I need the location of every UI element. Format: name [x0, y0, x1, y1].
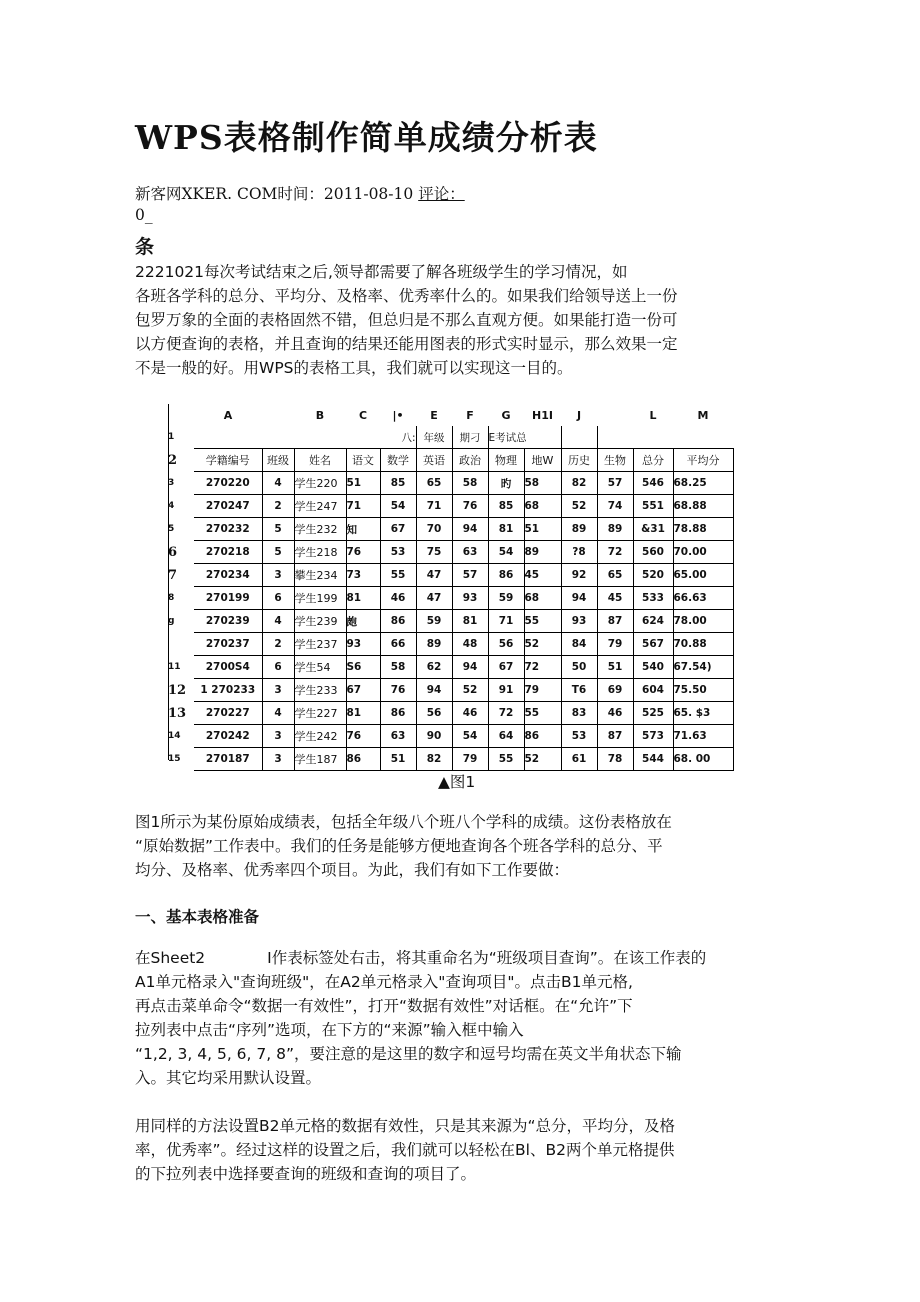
table-cell: 学生239	[294, 610, 346, 633]
table-cell: 48	[452, 633, 488, 656]
column-header: 语文	[346, 449, 380, 472]
paragraph-1	[135, 810, 745, 882]
table-cell: 3	[262, 748, 294, 771]
table-cell: 93	[452, 587, 488, 610]
column-header: 历史	[561, 449, 597, 472]
cell	[561, 426, 597, 449]
column-header: 学籍编号	[194, 449, 262, 472]
table-cell: 83	[561, 702, 597, 725]
row-number: 13	[168, 705, 187, 721]
table-cell: 学生199	[294, 587, 346, 610]
table-cell: 76	[452, 495, 488, 518]
column-letter: A	[223, 408, 233, 422]
table-cell: 5	[262, 541, 294, 564]
column-letter: B	[315, 408, 325, 422]
table-cell: 52	[561, 495, 597, 518]
table-cell: 54	[380, 495, 416, 518]
table-row	[168, 610, 733, 633]
table-cell: 4	[262, 610, 294, 633]
table-cell: 学生242	[294, 725, 346, 748]
table-cell: 50	[561, 656, 597, 679]
table-cell: 4	[262, 472, 294, 495]
row-number: 6	[168, 544, 178, 560]
table-cell: 71.63	[673, 725, 733, 748]
table-row	[168, 633, 733, 656]
intro-line: 以方便查询的表格，并且查询的结果还能用图表的形式实时显示，那么效果一定	[135, 335, 678, 353]
table-cell: 544	[633, 748, 673, 771]
column-header: 数学	[380, 449, 416, 472]
cell	[633, 426, 673, 449]
row-number	[168, 404, 194, 426]
table-cell: 86	[524, 725, 561, 748]
table-cell: 56	[416, 702, 452, 725]
table-cell: 67	[346, 679, 380, 702]
intro-line: 包罗万象的全面的表格固然不错，但总归是不那么直观方便。如果能打造一份可	[135, 311, 678, 329]
column-letter	[262, 404, 294, 426]
column-letter: H1I	[532, 408, 553, 422]
table-cell: 53	[561, 725, 597, 748]
intro-line: 各班各学科的总分、平均分、及格率、优秀率什么的。如果我们给领导送上一份	[135, 287, 678, 305]
table-cell: 52	[524, 748, 561, 771]
table-cell: 76	[346, 541, 380, 564]
table-row	[168, 495, 733, 518]
table-cell: 67.54)	[673, 656, 733, 679]
column-letter: |•	[392, 408, 404, 422]
cell	[346, 426, 380, 449]
intro-line: 2221021每次考试结束之后,领导都需要了解各班级学生的学习情况，如	[135, 263, 628, 281]
table-cell: 87	[597, 725, 633, 748]
table-cell: 6	[262, 587, 294, 610]
row-number: 7	[168, 567, 178, 583]
table-cell: &31	[633, 518, 673, 541]
table-row	[168, 679, 733, 702]
row-number: 11	[168, 662, 181, 672]
table-cell: 90	[416, 725, 452, 748]
table-cell: 59	[488, 587, 524, 610]
table-cell: 68	[524, 495, 561, 518]
table-cell: 51	[597, 656, 633, 679]
row-number: 4	[168, 501, 175, 511]
table-cell: 89	[561, 518, 597, 541]
table-cell: 93	[346, 633, 380, 656]
column-letter: C	[358, 408, 368, 422]
table-cell: 63	[452, 541, 488, 564]
table-cell: 71	[416, 495, 452, 518]
table-cell: 55	[524, 610, 561, 633]
table-cell: 学生237	[294, 633, 346, 656]
table-cell: 81	[346, 702, 380, 725]
para-line: 再点击菜单命令“数据一有效性”，打开“数据有效性”对话框。在“允许”下	[135, 997, 633, 1015]
table-cell: 567	[633, 633, 673, 656]
table-cell: 70.00	[673, 541, 733, 564]
column-letter: M	[697, 408, 709, 422]
table-cell: 89	[524, 541, 561, 564]
table-cell: 91	[488, 679, 524, 702]
table-cell: 72	[524, 656, 561, 679]
para-line: 均分、及格率、优秀率四个项目。为此，我们有如下工作要做：	[135, 861, 570, 879]
table-cell: 攀生234	[294, 564, 346, 587]
table-cell: 89	[597, 518, 633, 541]
table-cell: 64	[488, 725, 524, 748]
page-title: WPS表格制作简单成绩分析表	[135, 118, 598, 157]
table-cell: 61	[561, 748, 597, 771]
table-cell: 56	[488, 633, 524, 656]
table-cell: 学生54	[294, 656, 346, 679]
table-cell: 76	[346, 725, 380, 748]
cell	[194, 426, 262, 449]
table-cell: 45	[597, 587, 633, 610]
table-cell: 270227	[194, 702, 262, 725]
comment-unit: 条	[135, 236, 155, 258]
table-cell: 525	[633, 702, 673, 725]
intro-paragraph	[135, 260, 745, 380]
column-header: 班级	[262, 449, 294, 472]
table-cell: 270220	[194, 472, 262, 495]
table-cell: 2	[262, 495, 294, 518]
table-row	[168, 725, 733, 748]
table-cell: 47	[416, 564, 452, 587]
table-cell: 270218	[194, 541, 262, 564]
cell	[673, 426, 733, 449]
table-cell: 546	[633, 472, 673, 495]
table-cell: 71	[346, 495, 380, 518]
cell: 年级	[416, 426, 452, 449]
table-cell: 270187	[194, 748, 262, 771]
para-line: 图1所示为某份原始成绩表，包括全年级八个班八个学科的成绩。这份表格放在	[135, 813, 672, 831]
table-cell: 学生247	[294, 495, 346, 518]
table-cell: T6	[561, 679, 597, 702]
table-cell: 54	[452, 725, 488, 748]
para-line: “1,2, 3, 4, 5, 6, 7, 8”，要注意的是这里的数字和逗号均需在英文半角状态下输	[135, 1045, 682, 1063]
figure-caption: ▲图1	[438, 773, 476, 791]
table-cell: 68	[524, 587, 561, 610]
cell: E考试总	[488, 426, 561, 449]
table-cell: S6	[346, 656, 380, 679]
table-cell: 5	[262, 518, 294, 541]
table-cell: 1 270233	[194, 679, 262, 702]
table-cell: 6	[262, 656, 294, 679]
column-header: 地W	[524, 449, 561, 472]
column-header: 总分	[633, 449, 673, 472]
table-cell: 55	[524, 702, 561, 725]
row-number: 2	[168, 452, 178, 468]
row-number: 5	[168, 524, 175, 534]
table-cell: 学生218	[294, 541, 346, 564]
table-cell: 270234	[194, 564, 262, 587]
table-cell: 46	[597, 702, 633, 725]
table-cell: 270242	[194, 725, 262, 748]
table-cell: 学生220	[294, 472, 346, 495]
intro-line: 不是一般的好。用WPS的表格工具，我们就可以实现这一目的。	[135, 359, 573, 377]
table-cell: 68.88	[673, 495, 733, 518]
table-cell: 57	[597, 472, 633, 495]
table-cell: 54	[488, 541, 524, 564]
row-number: 8	[168, 593, 175, 603]
table-row	[168, 587, 733, 610]
table-cell: 3	[262, 679, 294, 702]
table-cell: 53	[380, 541, 416, 564]
table-cell: 63	[380, 725, 416, 748]
table-cell: 92	[561, 564, 597, 587]
para-line: 用同样的方法设置B2单元格的数据有效性，只是其来源为“总分，平均分，及格	[135, 1117, 676, 1135]
table-row	[168, 564, 733, 587]
row-number: 3	[168, 478, 175, 488]
table-cell: 46	[380, 587, 416, 610]
table-cell: 72	[488, 702, 524, 725]
table-cell: 93	[561, 610, 597, 633]
table-cell: 62	[416, 656, 452, 679]
table-cell: 57	[452, 564, 488, 587]
table-cell: 85	[380, 472, 416, 495]
column-header: 生物	[597, 449, 633, 472]
table-cell: 75	[416, 541, 452, 564]
table-cell: 52	[452, 679, 488, 702]
table-cell: 68.25	[673, 472, 733, 495]
table-cell: 94	[561, 587, 597, 610]
column-letter: G	[501, 408, 511, 422]
table-cell: 旳	[488, 472, 524, 495]
table-cell: 79	[597, 633, 633, 656]
table-cell: 4	[262, 702, 294, 725]
table-cell: 46	[452, 702, 488, 725]
table-cell: 51	[380, 748, 416, 771]
table-cell: 学生233	[294, 679, 346, 702]
table-cell: 85	[488, 495, 524, 518]
table-cell: 51	[524, 518, 561, 541]
table-cell: 45	[524, 564, 561, 587]
table-cell: 3	[262, 564, 294, 587]
table-cell: 3	[262, 725, 294, 748]
table-cell: 82	[416, 748, 452, 771]
table-cell: 知	[346, 518, 380, 541]
row-number: g	[168, 616, 175, 626]
spreadsheet-figure	[168, 404, 754, 766]
table-cell: 94	[452, 656, 488, 679]
table-cell: 70.88	[673, 633, 733, 656]
table-cell: 69	[597, 679, 633, 702]
table-cell: 58	[524, 472, 561, 495]
table-cell: 65	[416, 472, 452, 495]
table-row	[168, 656, 733, 679]
row-number: 1	[168, 432, 175, 443]
table-row	[168, 541, 733, 564]
table-cell: 76	[380, 679, 416, 702]
table-cell: 71	[488, 610, 524, 633]
table-cell: 89	[416, 633, 452, 656]
table-cell: 270199	[194, 587, 262, 610]
table-row	[168, 702, 733, 725]
table-cell: 78	[597, 748, 633, 771]
table-cell: 70	[416, 518, 452, 541]
table-cell: 74	[597, 495, 633, 518]
row-number: 12	[168, 682, 187, 698]
cell	[262, 426, 294, 449]
table-cell: 58	[452, 472, 488, 495]
section-heading: 一、基本表格准备	[135, 908, 260, 926]
table-cell: 学生187	[294, 748, 346, 771]
table-cell: 94	[416, 679, 452, 702]
table-cell: 82	[561, 472, 597, 495]
table-cell: 624	[633, 610, 673, 633]
paragraph-2	[135, 946, 790, 1090]
table-cell: 86	[346, 748, 380, 771]
table-cell: 58	[380, 656, 416, 679]
para-line: 率，优秀率”。经过这样的设置之后，我们就可以轻松在Bl、B2两个单元格提供	[135, 1141, 675, 1159]
para-line: 在Sheet2 I作表标签处右击，将其重命名为“班级项目查询”。在该工作表的	[135, 949, 707, 967]
table-cell: 75.50	[673, 679, 733, 702]
table-cell: 72	[597, 541, 633, 564]
table-cell: 84	[561, 633, 597, 656]
table-cell: 66.63	[673, 587, 733, 610]
table-cell: 2	[262, 633, 294, 656]
table-cell: 59	[416, 610, 452, 633]
para-line: 拉列表中点击“序列”选项，在下方的“来源”输入框中输入	[135, 1021, 524, 1039]
table-cell: 551	[633, 495, 673, 518]
column-header: 姓名	[294, 449, 346, 472]
table-cell: 270237	[194, 633, 262, 656]
table-cell: 540	[633, 656, 673, 679]
table-cell: 67	[488, 656, 524, 679]
table-row	[168, 472, 733, 495]
source-time: 新客网XKER. COM时间：2011-08-10	[135, 185, 414, 203]
table-cell: 68. 00	[673, 748, 733, 771]
column-letter	[597, 404, 633, 426]
table-cell: 2700S4	[194, 656, 262, 679]
table-cell: 270239	[194, 610, 262, 633]
table-row	[168, 748, 733, 771]
article-meta	[135, 182, 465, 204]
cell	[294, 426, 346, 449]
table-cell: 573	[633, 725, 673, 748]
table-cell: 学生232	[294, 518, 346, 541]
table-cell: 86	[488, 564, 524, 587]
table-cell: 87	[597, 610, 633, 633]
para-line: A1单元格录入"查询班级"，在A2单元格录入"查询项目"。点击B1单元格,	[135, 973, 633, 991]
column-letter: L	[649, 408, 657, 422]
grade-table	[168, 404, 733, 771]
table-cell: 65. $3	[673, 702, 733, 725]
cell: 期刁	[452, 426, 488, 449]
table-cell: 94	[452, 518, 488, 541]
table-cell: 65	[597, 564, 633, 587]
table-cell: 270232	[194, 518, 262, 541]
table-cell: 73	[346, 564, 380, 587]
table-cell: 47	[416, 587, 452, 610]
table-cell: 79	[524, 679, 561, 702]
table-cell: 78.00	[673, 610, 733, 633]
row-number	[168, 633, 194, 656]
paragraph-3	[135, 1114, 745, 1186]
table-cell: 560	[633, 541, 673, 564]
table-cell: 270247	[194, 495, 262, 518]
comment-count: 0_	[135, 206, 153, 224]
table-cell: 66	[380, 633, 416, 656]
table-cell: 520	[633, 564, 673, 587]
para-line: 的下拉列表中选择要查询的班级和查询的项目了。	[135, 1165, 477, 1183]
table-row	[168, 518, 733, 541]
table-cell: 皰	[346, 610, 380, 633]
row-number: 14	[168, 731, 181, 741]
table-cell: 51	[346, 472, 380, 495]
table-cell: 86	[380, 702, 416, 725]
cell	[597, 426, 633, 449]
table-cell: 81	[488, 518, 524, 541]
table-cell: 52	[524, 633, 561, 656]
table-cell: 86	[380, 610, 416, 633]
table-cell: 78.88	[673, 518, 733, 541]
column-letter: E	[430, 408, 438, 422]
column-header: 英语	[416, 449, 452, 472]
para-line: 入。其它均采用默认设置。	[135, 1069, 322, 1087]
table-cell: 81	[452, 610, 488, 633]
column-header: 平均分	[673, 449, 733, 472]
table-cell: 533	[633, 587, 673, 610]
column-header: 物理	[488, 449, 524, 472]
comment-link[interactable]: 评论：	[418, 185, 465, 203]
column-letter: J	[576, 408, 582, 422]
table-cell: 65.00	[673, 564, 733, 587]
para-line: “原始数据”工作表中。我们的任务是能够方便地查询各个班各学科的总分、平	[135, 837, 663, 855]
table-cell: 79	[452, 748, 488, 771]
table-cell: 81	[346, 587, 380, 610]
table-cell: 55	[488, 748, 524, 771]
table-cell: 67	[380, 518, 416, 541]
column-header: 政治	[452, 449, 488, 472]
table-cell: 55	[380, 564, 416, 587]
table-cell: 学生227	[294, 702, 346, 725]
cell: 八:	[380, 426, 416, 449]
row-number: 15	[168, 754, 181, 764]
column-letter: F	[466, 408, 474, 422]
table-cell: ?8	[561, 541, 597, 564]
table-cell: 604	[633, 679, 673, 702]
